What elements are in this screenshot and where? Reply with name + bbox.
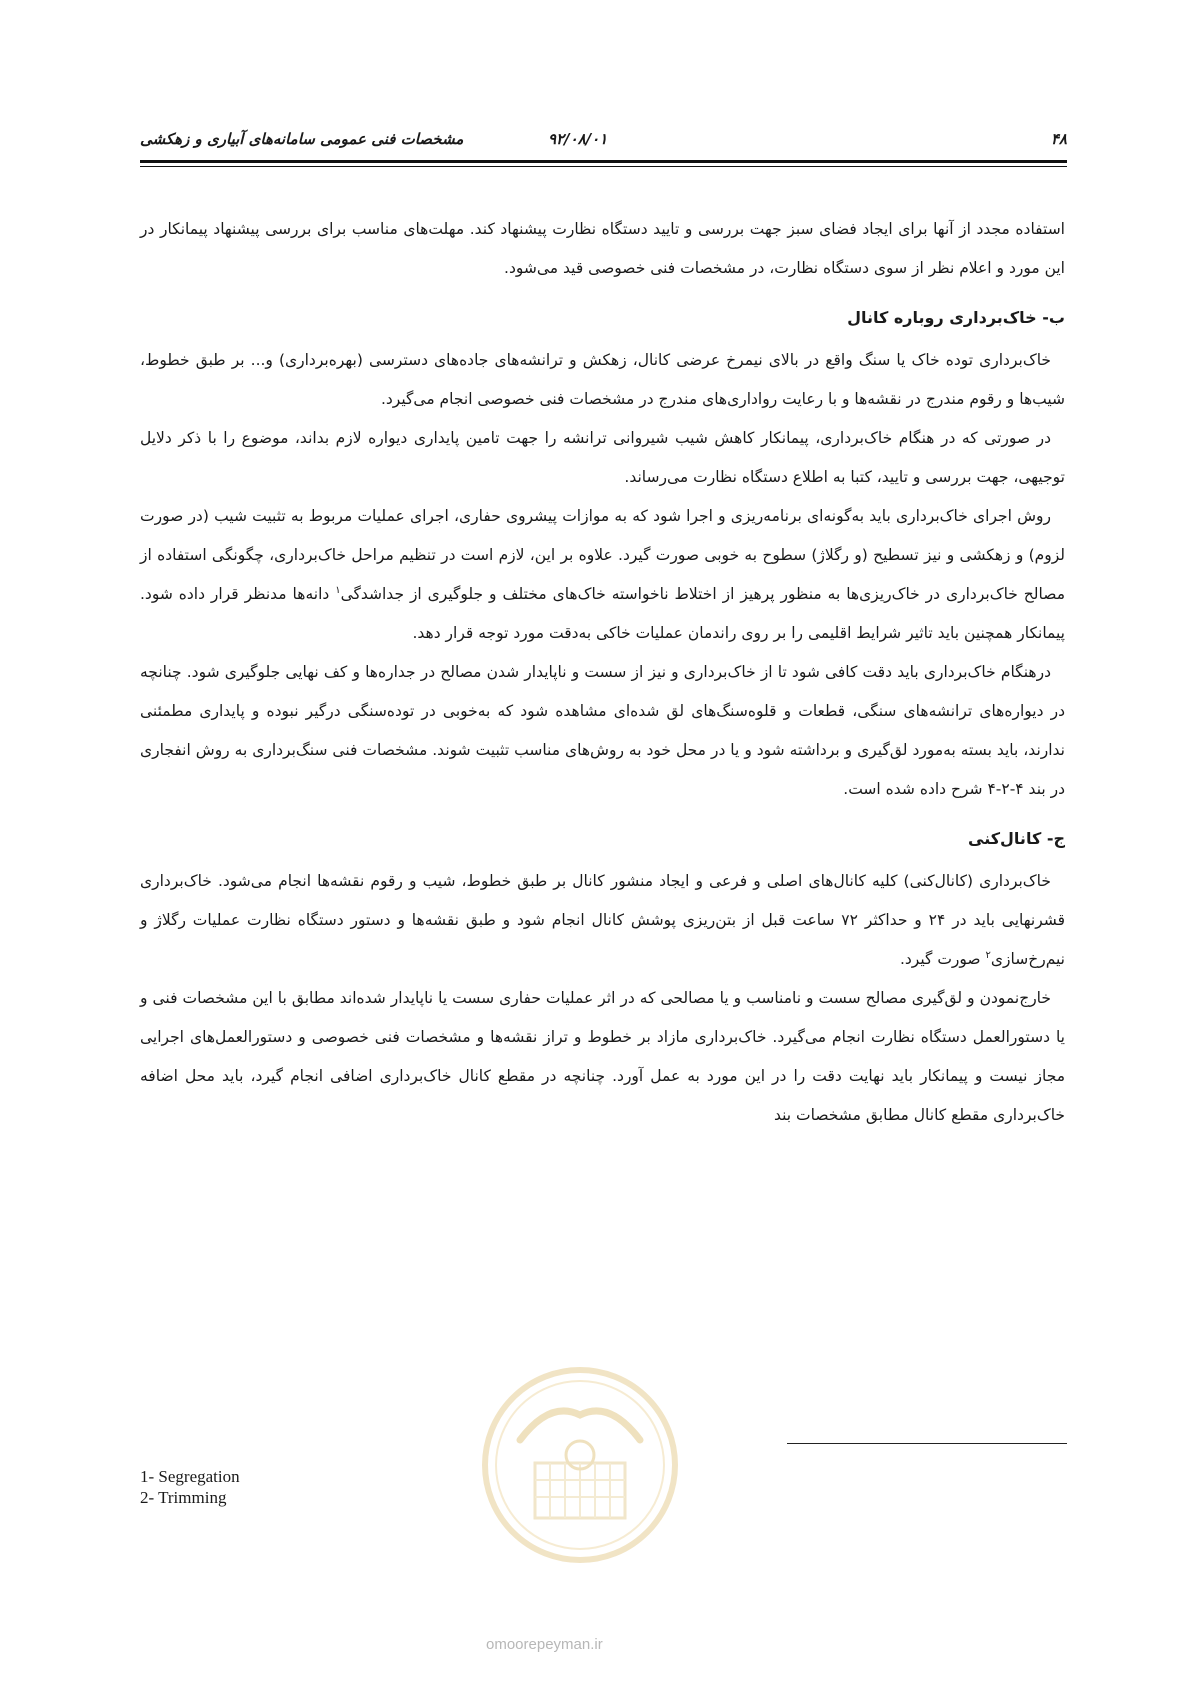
- header-date: ۹۲/۰۸/۰۱: [548, 130, 608, 148]
- page-header: [140, 120, 1067, 154]
- footnotes: [140, 1466, 240, 1508]
- section-heading-b: ب- خاک‌برداری روباره کانال: [847, 308, 1065, 327]
- paragraph: [140, 862, 1065, 979]
- paragraph: [140, 497, 1065, 653]
- paragraph-text: خاک‌برداری (کانال‌کنی) کلیه کانال‌های اصلی و فرعی و ایجاد منشور کانال بر طبق خطوط، شیب و رقوم نقشه‌ها انجام می‌شود. خاک‌برداری قشرنهایی باید در ۲۴ و حداکثر ۷۲ ساعت قبل از بتن‌ریزی پوشش کانال انجام شود و طبق نقشه‌ها و دستور دستگاه نظارت عملیات رگلاژ و نیم‌رخ‌سازی: [140, 872, 1065, 968]
- footnote-ref: ۱: [335, 584, 341, 596]
- footnote-separator: [787, 1443, 1067, 1444]
- paragraph: استفاده مجدد از آنها برای ایجاد فضای سبز جهت بررسی و تایید دستگاه نظارت پیشنهاد کند. مهلت‌های مناسب برای بررسی پیشنهاد پیمانکار در این مورد و اعلام نظر از سوی دستگاه نظارت، در مشخصات فنی خصوصی قید می‌شود.: [140, 220, 1065, 277]
- paragraph-text: صورت گیرد.: [899, 950, 986, 968]
- footnote-1: 1- Segregation: [140, 1467, 240, 1486]
- footnote-2: 2- Trimming: [140, 1488, 227, 1507]
- paragraph-text: دانه‌ها مدنظر قرار داده شود. پیمانکار همچنین باید تاثیر شرایط اقلیمی را بر روی راندمان عملیات خاکی به‌دقت مورد توجه قرار دهد.: [140, 585, 1065, 642]
- watermark-seal-icon: [480, 1345, 680, 1625]
- paragraph: در صورتی که در هنگام خاک‌برداری، پیمانکار کاهش شیب شیروانی ترانشه را جهت تامین پایداری دیواره لازم بداند، موضوع را با ذکر دلایل توجیهی، جهت بررسی و تایید، کتبا به اطلاع دستگاه نظارت می‌رساند.: [140, 429, 1065, 486]
- paragraph: خاک‌برداری توده خاک یا سنگ واقع در بالای نیمرخ عرضی کانال، زهکش و ترانشه‌های جاده‌های دسترسی (بهره‌برداری) و... بر طبق خطوط، شیب‌ها و رقوم مندرج در نقشه‌ها و با رعایت رواداری‌های مندرج در مشخصات فنی خصوصی انجام می‌گیرد.: [140, 351, 1065, 408]
- paragraph: خارج‌نمودن و لق‌گیری مصالح سست و نامناسب و یا مصالحی که در اثر عملیات حفاری سست یا ناپایدار شده‌اند مطابق با این مشخصات فنی و یا دستورالعمل دستگاه نظارت انجام می‌گیرد. خاک‌برداری مازاد بر خطوط و تراز نقشه‌ها و مشخصات فنی خصوصی و دستورالعمل‌های اجرایی مجاز نیست و پیمانکار باید نهایت دقت را در این مورد به عمل آورد. چنانچه در مقطع کانال خاک‌برداری اضافی انجام گیرد، باید محل اضافه خاک‌برداری مقطع کانال مطابق مشخصات بند: [140, 989, 1065, 1124]
- section-heading-j: ج- کانال‌کنی: [968, 829, 1065, 848]
- footnote-ref: ۲: [985, 949, 991, 961]
- page-number: ۴۸: [1050, 130, 1067, 148]
- header-rule-thin: [140, 166, 1067, 167]
- running-title: مشخصات فنی عمومی سامانه‌های آبیاری و زهکشی: [140, 130, 464, 148]
- watermark-text: omoorepeyman.ir: [486, 1636, 603, 1653]
- header-rule-thick: [140, 160, 1067, 163]
- paragraph: درهنگام خاک‌برداری باید دقت کافی شود تا از خاک‌برداری و نیز از سست و ناپایدار شدن مصالح در جداره‌ها و کف نهایی جلوگیری شود. چنانچه در دیواره‌های ترانشه‌های سنگی، قطعات و قلوه‌سنگ‌های لق شده‌ای مشاهده شود که به‌خوبی در توده‌سنگی درگیر نبوده و پایداری مطمئنی ندارند، باید بسته به‌مورد لق‌گیری و برداشته شود و یا در محل خود به روش‌های مناسب تثبیت شوند. مشخصات فنی سنگ‌برداری به روش انفجاری در بند ۴-۲-۴ شرح داده شده است.: [140, 663, 1065, 798]
- paragraph-text: روش اجرای خاک‌برداری باید به‌گونه‌ای برنامه‌ریزی و اجرا شود که به موازات پیشروی حفاری، اجرای عملیات مربوط به تثبیت شیب (در صورت لزوم) و زهکشی و نیز تسطیح (و رگلاژ) سطوح به خوبی صورت گیرد. علاوه بر این، لازم است در تنظیم مراحل خاک‌برداری، چگونگی استفاده از مصالح خاک‌برداری در خاک‌ریزی‌ها به منظور پرهیز از اختلاط ناخواسته خاک‌های مختلف و جلوگیری از جداشدگی: [140, 507, 1065, 603]
- body-text: [140, 210, 1065, 1135]
